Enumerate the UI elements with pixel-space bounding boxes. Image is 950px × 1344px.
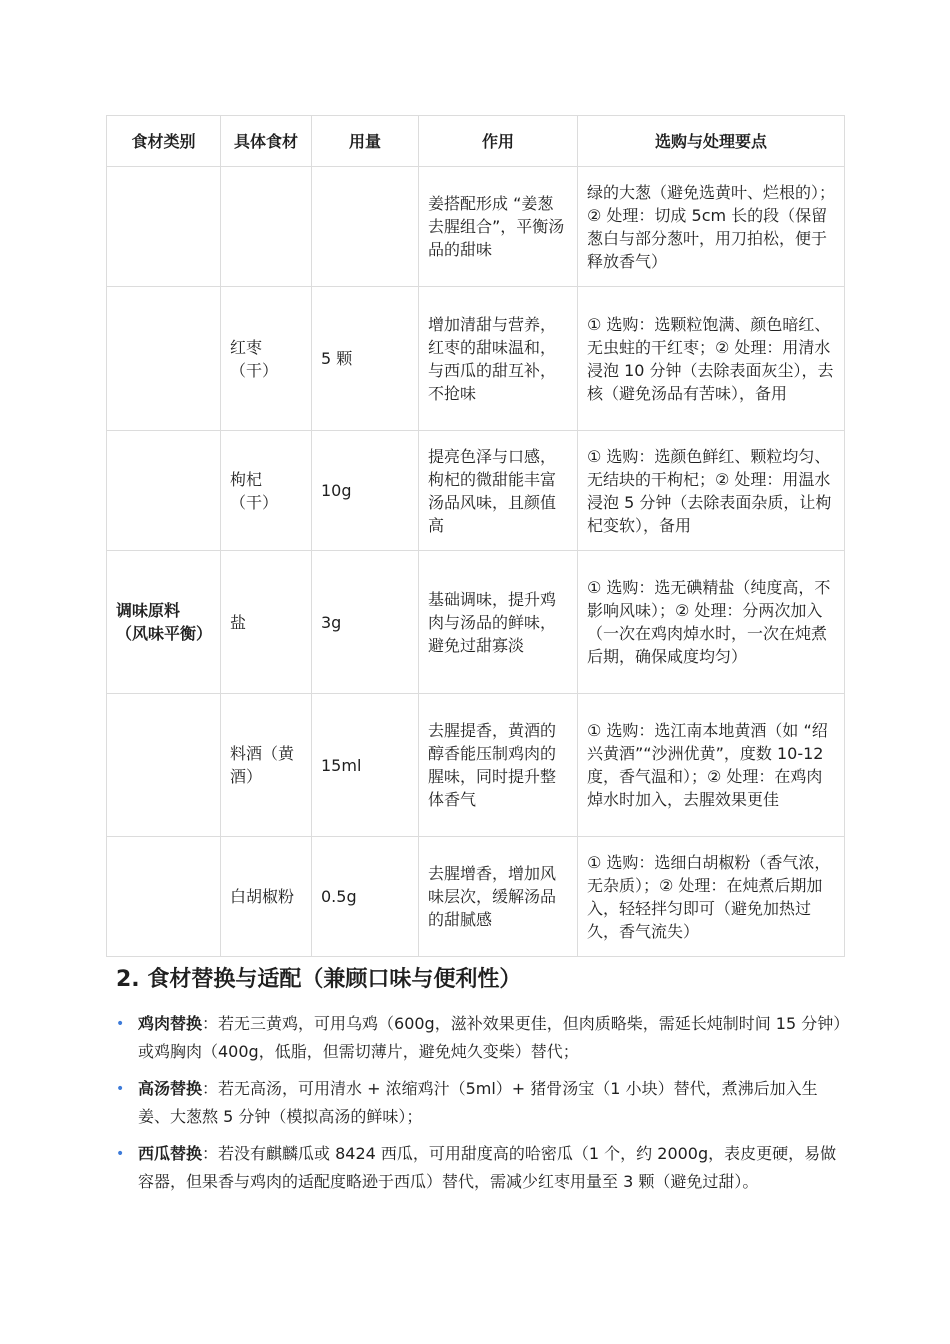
cell-category: 调味原料（风味平衡） — [107, 551, 221, 694]
cell-tips: ① 选购：选江南本地黄酒（如 “绍兴黄酒”“沙洲优黄”，度数 10-12 度，香气温和）；② 处理：在鸡肉焯水时加入，去腥效果更佳 — [578, 694, 845, 837]
cell-tips: 绿的大葱（避免选黄叶、烂根的）；② 处理：切成 5cm 长的段（保留葱白与部分葱叶，用刀拍松，便于释放香气） — [578, 167, 845, 287]
table-row — [107, 431, 845, 551]
bullet-icon: • — [116, 1146, 125, 1162]
item-text: ：若没有麒麟瓜或 8424 西瓜，可用甜度高的哈密瓜（1 个，约 2000g，表皮更硬，易做容器，但果香与鸡肉的适配度略逊于西瓜）替代，需减少红枣用量至 3 颗（避免过甜）。 — [138, 1144, 837, 1191]
item-text: ：若无三黄鸡，可用乌鸡（600g，滋补效果更佳，但肉质略柴，需延长炖制时间 15 分钟）或鸡胸肉（400g，低脂，但需切薄片，避免炖久变柴）替代； — [138, 1014, 842, 1061]
header-food: 具体食材 — [221, 116, 312, 167]
cell-food: 盐 — [221, 551, 312, 694]
cell-food — [221, 167, 312, 287]
item-label: 西瓜替换 — [138, 1144, 203, 1163]
cell-tips: ① 选购：选无碘精盐（纯度高，不影响风味）；② 处理：分两次加入（一次在鸡肉焯水时，一次在炖煮后期，确保咸度均匀） — [578, 551, 845, 694]
cell-tips: ① 选购：选颜色鲜红、颗粒均匀、无结块的干枸杞；② 处理：用温水浸泡 5 分钟（去除表面杂质，让枸杞变软），备用 — [578, 431, 845, 551]
header-tips: 选购与处理要点 — [578, 116, 845, 167]
table-row — [107, 287, 845, 431]
list-item — [116, 1140, 846, 1196]
list-item — [116, 1075, 846, 1131]
cell-amount: 10g — [312, 431, 419, 551]
cell-role: 基础调味，提升鸡肉与汤品的鲜味，避免过甜寡淡 — [419, 551, 578, 694]
cell-role: 去腥提香，黄酒的醇香能压制鸡肉的腥味，同时提升整体香气 — [419, 694, 578, 837]
cell-amount: 3g — [312, 551, 419, 694]
section-title: 2. 食材替换与适配（兼顾口味与便利性） — [116, 967, 522, 992]
cell-food: 红枣（干） — [221, 287, 312, 431]
cell-category — [107, 837, 221, 957]
cell-food: 枸杞（干） — [221, 431, 312, 551]
table-row — [107, 837, 845, 957]
cell-role: 提亮色泽与口感，枸杞的微甜能丰富汤品风味，且颜值高 — [419, 431, 578, 551]
cell-amount: 5 颗 — [312, 287, 419, 431]
cell-tips: ① 选购：选颗粒饱满、颜色暗红、无虫蛀的干红枣；② 处理：用清水浸泡 10 分钟（去除表面灰尘），去核（避免汤品有苦味），备用 — [578, 287, 845, 431]
table-row — [107, 167, 845, 287]
header-amount: 用量 — [312, 116, 419, 167]
list-item — [116, 1010, 846, 1066]
header-category: 食材类别 — [107, 116, 221, 167]
cell-category — [107, 694, 221, 837]
bullet-icon: • — [116, 1016, 125, 1032]
cell-category — [107, 431, 221, 551]
header-role: 作用 — [419, 116, 578, 167]
cell-food: 白胡椒粉 — [221, 837, 312, 957]
cell-category — [107, 287, 221, 431]
ingredients-table — [106, 115, 845, 957]
cell-amount: 0.5g — [312, 837, 419, 957]
table-header-row — [107, 116, 845, 167]
cell-tips: ① 选购：选细白胡椒粉（香气浓，无杂质）；② 处理：在炖煮后期加入，轻轻拌匀即可（避免加热过久，香气流失） — [578, 837, 845, 957]
item-label: 高汤替换 — [138, 1079, 203, 1098]
cell-category — [107, 167, 221, 287]
cell-role: 增加清甜与营养，红枣的甜味温和，与西瓜的甜互补，不抢味 — [419, 287, 578, 431]
cell-amount — [312, 167, 419, 287]
bullet-icon: • — [116, 1081, 125, 1097]
substitution-list — [116, 1010, 846, 1205]
cell-amount: 15ml — [312, 694, 419, 837]
cell-role: 去腥增香，增加风味层次，缓解汤品的甜腻感 — [419, 837, 578, 957]
item-text: ：若无高汤，可用清水 + 浓缩鸡汁（5ml）+ 猪骨汤宝（1 小块）替代，煮沸后加入生姜、大葱熬 5 分钟（模拟高汤的鲜味）； — [138, 1079, 818, 1126]
table-row — [107, 551, 845, 694]
item-label: 鸡肉替换 — [138, 1014, 203, 1033]
cell-food: 料酒（黄酒） — [221, 694, 312, 837]
table-row — [107, 694, 845, 837]
cell-role: 姜搭配形成 “姜葱去腥组合”，平衡汤品的甜味 — [419, 167, 578, 287]
